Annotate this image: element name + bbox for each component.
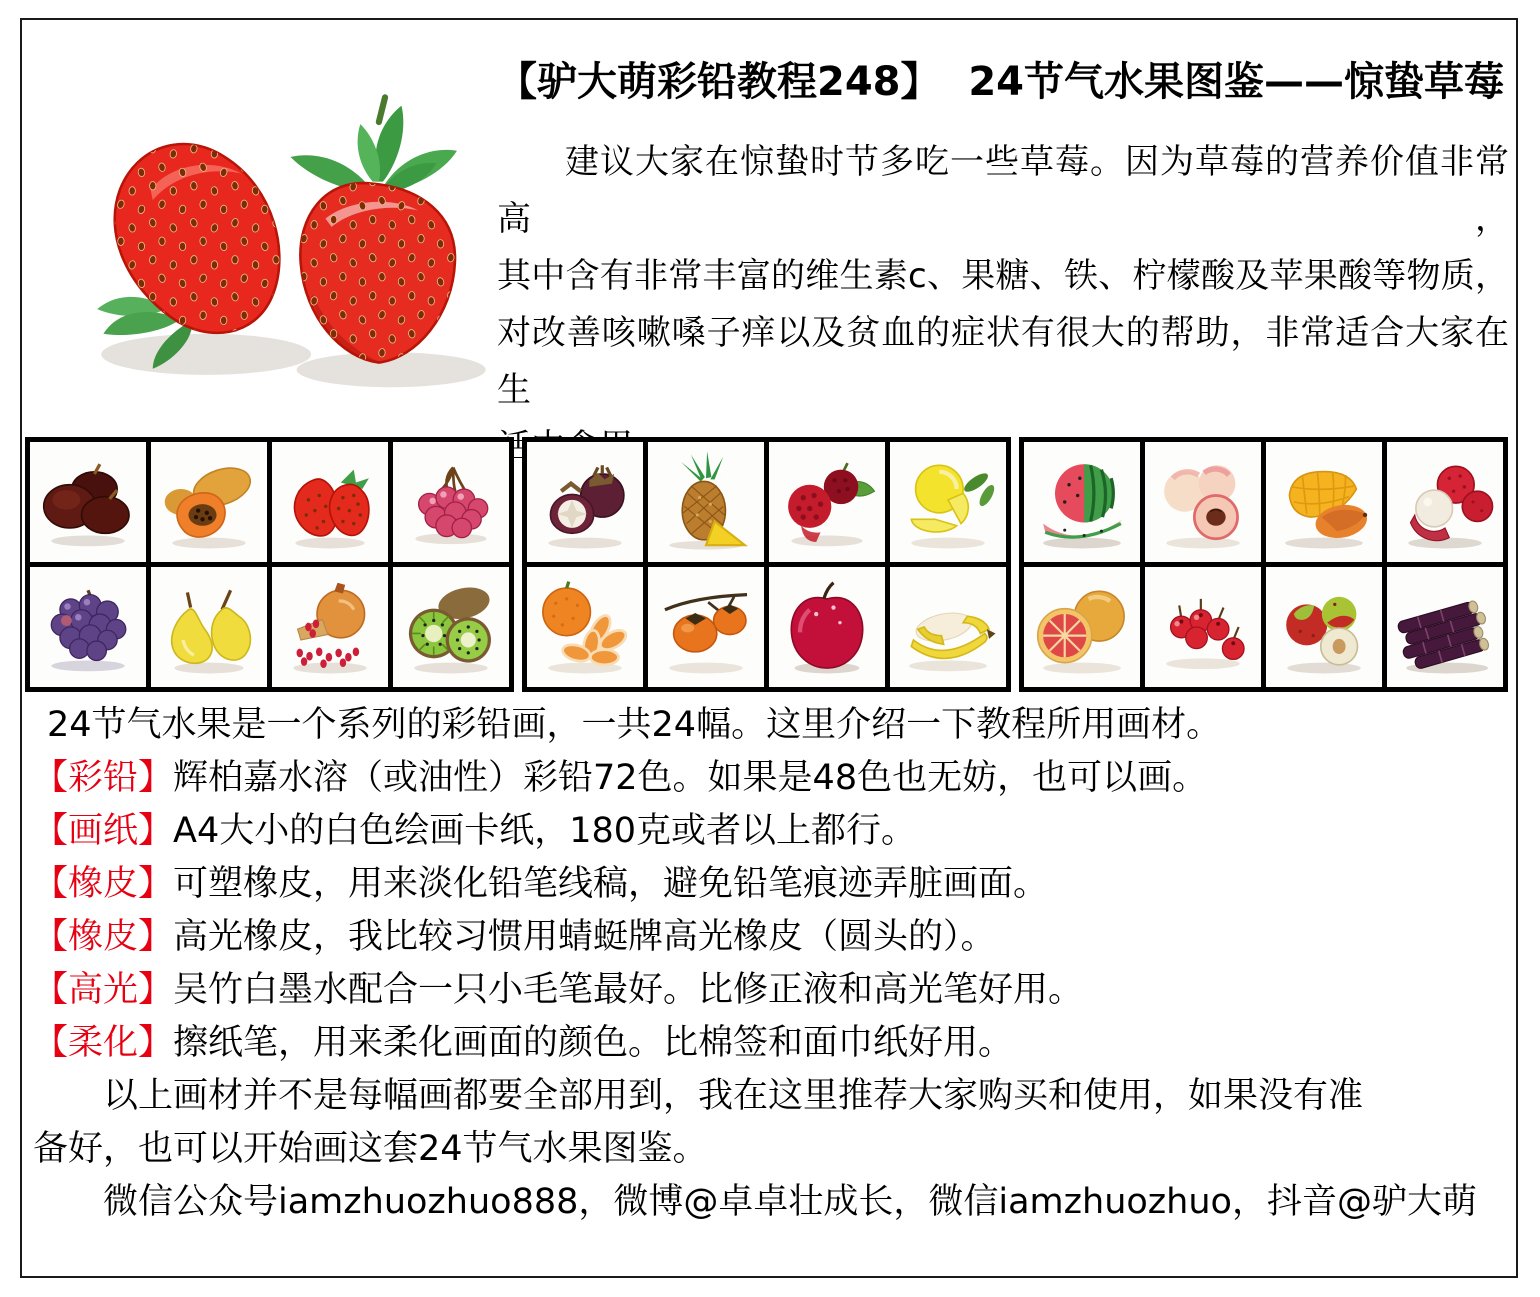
apple-icon [773, 571, 881, 683]
fruit-cell-papaya [151, 442, 267, 562]
material-item [33, 858, 1513, 911]
mangosteen-icon [531, 446, 639, 558]
fruit-cell-peach [1145, 442, 1261, 562]
intro-paragraph [497, 134, 1509, 476]
banana-icon [894, 571, 1002, 683]
material-label: 【橡皮】 [33, 864, 174, 904]
fruit-cell-mangosteen [527, 442, 643, 562]
cherry-icon [397, 446, 505, 558]
material-label: 【彩铅】 [33, 758, 174, 798]
material-text: 高光橡皮，我比较习惯用蜻蜓牌高光橡皮（圆头的）。 [173, 917, 996, 957]
intro-line: 建议大家在惊蛰时节多吃一些草莓。因为草莓的营养价值非常高， [497, 142, 1509, 239]
contact-line: 微信公众号iamzhuozhuo888，微博@卓卓壮成长，微信iamzhuozhuo，抖音@驴大萌 [103, 1182, 1477, 1222]
pineapple-icon [652, 446, 760, 558]
lychee-icon [1391, 446, 1499, 558]
materials-list [33, 752, 1513, 1070]
material-text: 辉柏嘉水溶（或油性）彩铅72色。如果是48色也无妨，也可以画。 [173, 758, 1208, 798]
fruit-cell-water-chestnut [30, 442, 146, 562]
water-chestnut-icon [34, 446, 142, 558]
fruit-cell-tangerine [527, 567, 643, 687]
kiwi-icon [397, 571, 505, 683]
material-item [33, 752, 1513, 805]
sugarcane-icon [1391, 571, 1499, 683]
jujube-icon [1270, 571, 1378, 683]
fruit-cell-grape [30, 567, 146, 687]
intro-line: 对改善咳嗽嗓子痒以及贫血的症状有很大的帮助，非常适合大家在生 [497, 313, 1509, 410]
strawberry-illustration [52, 58, 494, 406]
material-text: 吴竹白墨水配合一只小毛笔最好。比修正液和高光笔好用。 [173, 970, 1084, 1010]
material-item [33, 1017, 1513, 1070]
bayberry-icon [773, 446, 881, 558]
materials-note-line: 备好，也可以开始画这套24节气水果图鉴。 [33, 1129, 708, 1169]
mango-icon [1270, 446, 1378, 558]
pomegranate-icon [276, 571, 384, 683]
fruit-cell-watermelon [1024, 442, 1140, 562]
material-text: A4大小的白色绘画卡纸，180克或者以上都行。 [173, 811, 917, 851]
fruit-cell-kiwi [393, 567, 509, 687]
material-label: 【橡皮】 [33, 917, 174, 957]
fruit-group [522, 437, 1011, 692]
material-text: 可塑橡皮，用来淡化铅笔线稿，避免铅笔痕迹弄脏画面。 [173, 864, 1049, 904]
grapefruit-icon [1028, 571, 1136, 683]
material-text: 擦纸笔，用来柔化画面的颜色。比棉签和面巾纸好用。 [173, 1023, 1014, 1063]
fruit-cell-grapefruit [1024, 567, 1140, 687]
fruit-gallery [25, 437, 1508, 692]
lemon-icon [894, 446, 1002, 558]
fruit-group [25, 437, 514, 692]
pear-icon [155, 571, 263, 683]
fruit-cell-pear [151, 567, 267, 687]
grape-icon [34, 571, 142, 683]
fruit-cell-bayberry [769, 442, 885, 562]
material-item [33, 805, 1513, 858]
fruit-cell-strawberry [272, 442, 388, 562]
fruit-cell-cherry [393, 442, 509, 562]
fruit-cell-hawthorn [1145, 567, 1261, 687]
fruit-cell-jujube [1266, 567, 1382, 687]
fruit-cell-apple [769, 567, 885, 687]
material-item [33, 964, 1513, 1017]
peach-icon [1149, 446, 1257, 558]
fruit-cell-lemon [890, 442, 1006, 562]
intro-line: 其中含有非常丰富的维生素c、果糖、铁、柠檬酸及苹果酸等物质， [497, 256, 1509, 296]
material-label: 【画纸】 [33, 811, 174, 851]
fruit-group [1019, 437, 1508, 692]
materials-note-line: 以上画材并不是每幅画都要全部用到，我在这里推荐大家购买和使用，如果没有准 [103, 1076, 1364, 1116]
page-title: 【驴大萌彩铅教程248】 24节气水果图鉴——惊蛰草莓 [497, 59, 1505, 105]
persimmon-icon [652, 571, 760, 683]
hawthorn-icon [1149, 571, 1257, 683]
fruit-cell-sugarcane [1387, 567, 1503, 687]
strawberries-drawing-icon [52, 58, 494, 406]
fruit-cell-pomegranate [272, 567, 388, 687]
papaya-icon [155, 446, 263, 558]
materials-note [33, 1070, 1513, 1176]
material-label: 【高光】 [33, 970, 174, 1010]
material-label: 【柔化】 [33, 1023, 174, 1063]
fruit-cell-mango [1266, 442, 1382, 562]
materials-section [33, 699, 1513, 1229]
material-item [33, 911, 1513, 964]
tangerine-icon [531, 571, 639, 683]
fruit-cell-persimmon [648, 567, 764, 687]
materials-intro: 24节气水果是一个系列的彩铅画，一共24幅。这里介绍一下教程所用画材。 [47, 705, 1222, 745]
fruit-cell-banana [890, 567, 1006, 687]
watermelon-icon [1028, 446, 1136, 558]
fruit-cell-pineapple [648, 442, 764, 562]
fruit-cell-lychee [1387, 442, 1503, 562]
strawberry-icon [276, 446, 384, 558]
